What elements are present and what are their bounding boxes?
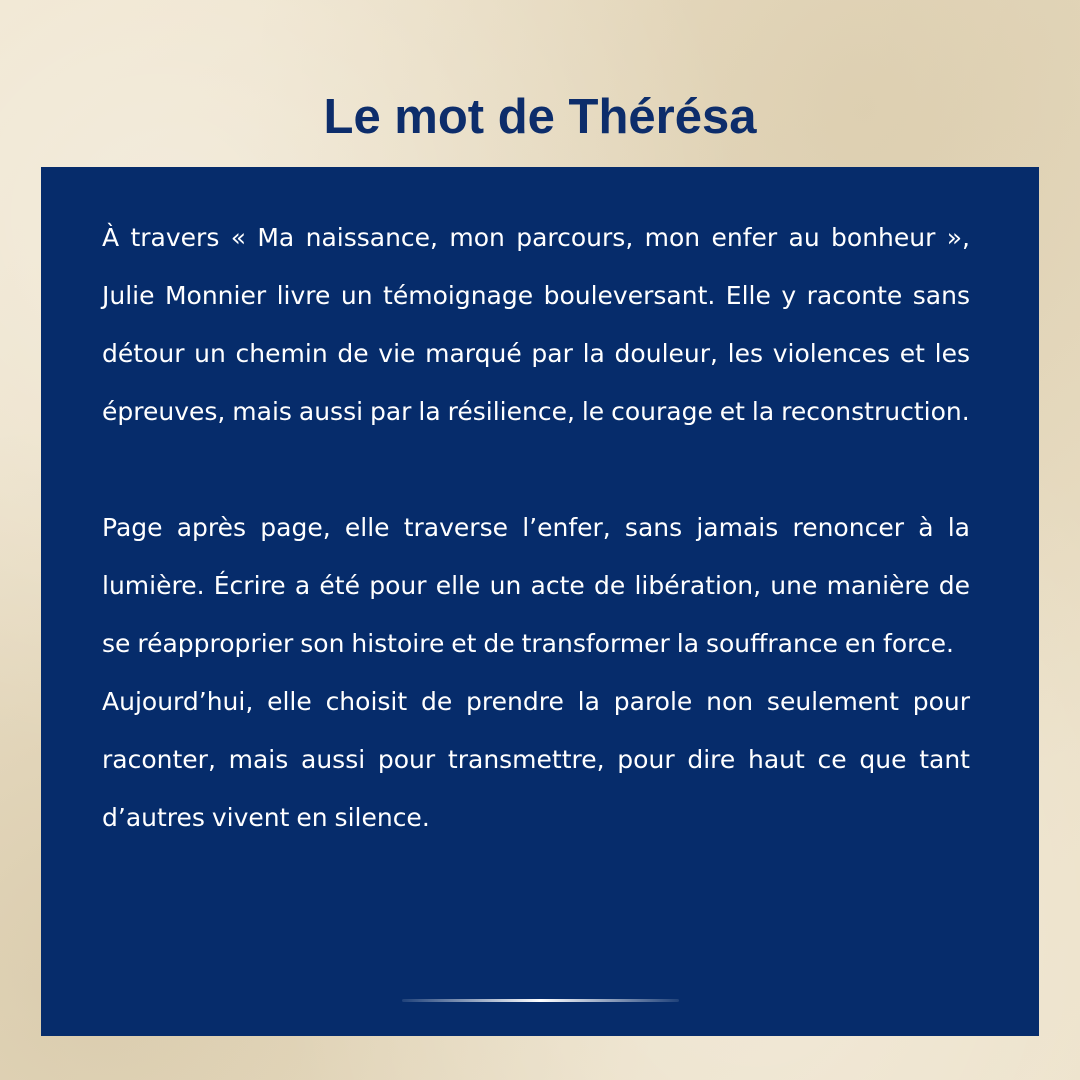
decorative-divider	[402, 999, 679, 1002]
paragraph-journey: Page après page, elle traverse l’enfer, sans jamais renoncer à la lumière. Écrire a été pour elle un acte de libération, une manière de se réapproprier son histoire et de transformer la souffrance en force.	[102, 513, 970, 658]
quote-panel	[41, 167, 1039, 1036]
page-title: Le mot de Thérésa	[323, 90, 757, 144]
paragraph-intro: À travers « Ma naissance, mon parcours, mon enfer au bonheur », Julie Monnier livre un témoignage bouleversant. Elle y raconte sans détour un chemin de vie marqué par la douleur, les violences et les épreuves, mais aussi par la résilience, le courage et la reconstruction.	[102, 223, 970, 426]
paragraph-today: Aujourd’hui, elle choisit de prendre la parole non seulement pour raconter, mais aussi pour transmettre, pour dire haut ce que tant d’autres vivent en silence.	[102, 687, 970, 832]
paragraph-spacer	[102, 441, 970, 499]
